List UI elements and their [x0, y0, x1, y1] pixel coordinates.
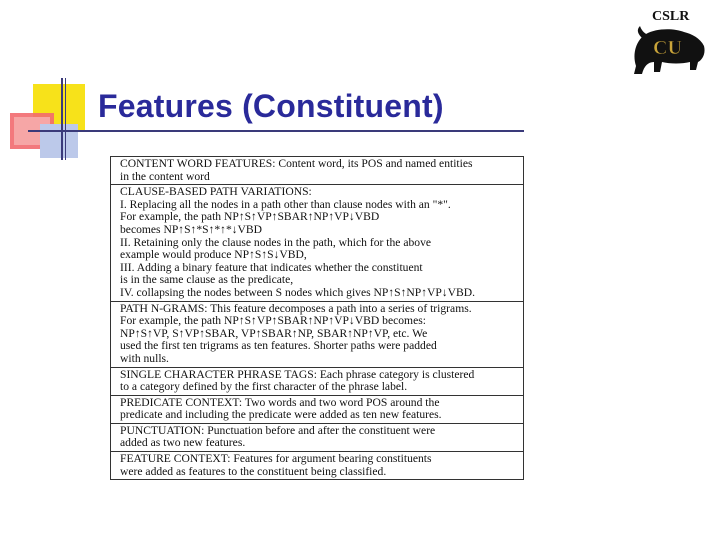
table-row-line: II. Retaining only the clause nodes in the path, which for the above — [120, 236, 432, 249]
table-row-line: I. Replacing all the nodes in a path other than clause nodes with an "*". — [120, 198, 451, 211]
table-row-line: predicate and including the predicate were added as ten new features. — [120, 409, 442, 422]
table-row-line: NP↑S↑VP, S↑VP↑SBAR, VP↑SBAR↑NP, SBAR↑NP↑VP, etc. We — [120, 327, 428, 340]
logo-text: CSLR — [652, 9, 690, 24]
decor-vertical-line — [61, 78, 63, 160]
table-row-predicate-context — [111, 395, 523, 423]
table-row-line: is in the same clause as the predicate, — [120, 274, 294, 287]
feature-table — [110, 156, 524, 480]
table-row-line: PREDICATE CONTEXT: Two words and two word POS around the — [120, 396, 440, 409]
slide-title: Features (Constituent) — [98, 88, 444, 124]
table-row-line: CONTENT WORD FEATURES: Content word, its POS and named entities — [120, 158, 473, 170]
table-row-line: For example, the path NP↑S↑VP↑SBAR↑NP↑VP↓VBD — [120, 211, 380, 224]
cslr-logo — [626, 4, 710, 80]
table-row-line: to a category defined by the first character of the phrase label. — [120, 381, 408, 394]
table-row-line: CLAUSE-BASED PATH VARIATIONS: — [120, 186, 312, 199]
table-row-line: were added as features to the constituent being classified. — [120, 465, 387, 478]
table-row-clause-path — [111, 184, 523, 300]
table-row-line: becomes NP↑S↑*S↑*↑*↓VBD — [120, 223, 263, 236]
table-row-content-word — [111, 157, 523, 184]
table-row-line: example would produce NP↑S↑S↓VBD, — [120, 249, 307, 262]
decor-vertical-line-2 — [65, 78, 66, 160]
decor-horizontal-line — [28, 130, 524, 132]
table-row-punctuation — [111, 423, 523, 451]
table-row-line: III. Adding a binary feature that indicates whether the constituent — [120, 261, 423, 274]
svg-text:CU: CU — [653, 37, 682, 59]
table-row-phrase-tags — [111, 367, 523, 395]
table-row-line: IV. collapsing the nodes between S nodes which gives NP↑S↑NP↑VP↓VBD. — [120, 286, 475, 299]
table-row-line: used the first ten trigrams as ten features. Shorter paths were padded — [120, 340, 437, 353]
table-row-line: added as two new features. — [120, 437, 246, 450]
table-row-line: PATH N-GRAMS: This feature decomposes a path into a series of trigrams. — [120, 302, 472, 315]
table-row-line: For example, the path NP↑S↑VP↑SBAR↑NP↑VP↓VBD becomes: — [120, 315, 426, 328]
table-row-line: SINGLE CHARACTER PHRASE TAGS: Each phrase category is clustered — [120, 368, 475, 381]
table-row-line: in the content word — [120, 170, 210, 183]
table-row-feature-context — [111, 451, 523, 479]
table-row-line: FEATURE CONTEXT: Features for argument bearing constituents — [120, 453, 432, 466]
table-row-line: with nulls. — [120, 352, 169, 365]
table-row-path-ngrams — [111, 301, 523, 367]
table-row-line: PUNCTUATION: Punctuation before and after the constituent were — [120, 424, 436, 437]
